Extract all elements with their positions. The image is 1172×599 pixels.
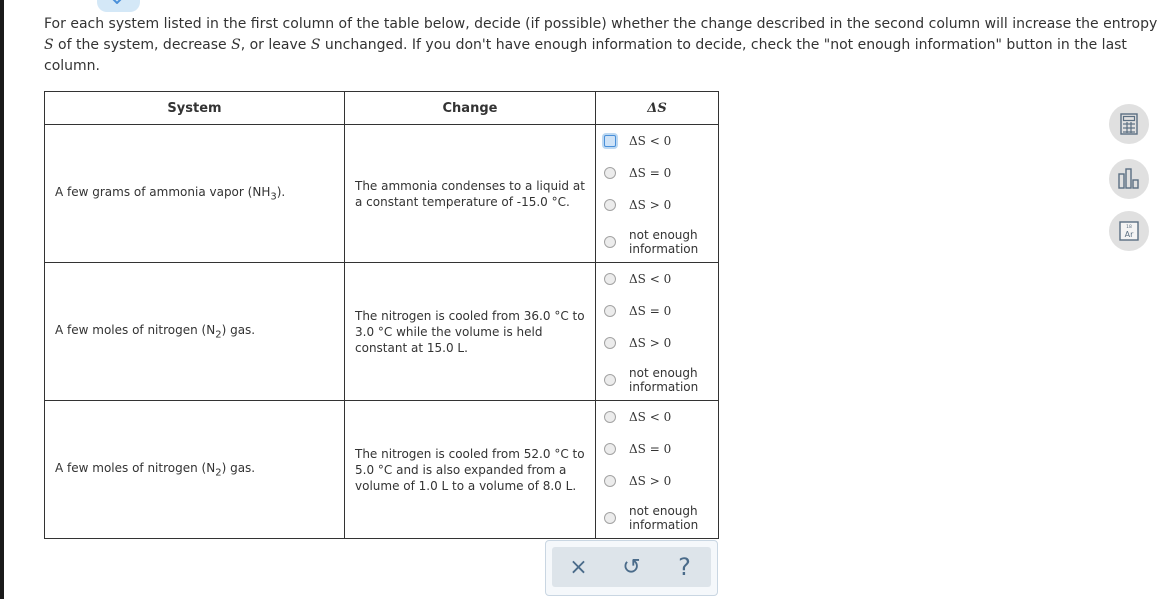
formula-text: ) gas. (221, 322, 256, 337)
radio-button[interactable] (604, 305, 616, 317)
header-change: Change (345, 92, 596, 125)
radio-button[interactable] (604, 135, 616, 147)
option-label: ΔS = 0 (629, 304, 672, 318)
radio-button[interactable] (604, 273, 616, 285)
radio-button[interactable] (604, 199, 616, 211)
option-decrease[interactable] (596, 263, 718, 295)
radio-button[interactable] (604, 374, 616, 386)
change-cell: The nitrogen is cooled from 36.0 °C to 3.0 °C while the volume is held constant at 15.0 L. (345, 263, 596, 401)
instructions-text: , or leave (240, 37, 311, 53)
action-bar (545, 540, 718, 596)
option-not-enough-info[interactable] (596, 497, 718, 538)
action-buttons (552, 547, 711, 587)
option-label-line: information (629, 241, 699, 256)
option-label: ΔS < 0 (629, 134, 672, 148)
header-delta-s-text: ΔS (647, 100, 667, 116)
instructions-text: unchanged. If you don't have enough information to decide, check the "not enough information" button in the last column. (44, 37, 1127, 74)
bar-chart-icon (1117, 168, 1141, 190)
option-label-line: not enough (629, 227, 698, 242)
periodic-symbol: Ar (1124, 230, 1134, 239)
option-label (629, 366, 698, 394)
undo-button[interactable] (617, 552, 647, 582)
option-decrease[interactable] (596, 125, 718, 157)
system-cell (45, 263, 345, 401)
option-label: ΔS > 0 (629, 474, 672, 488)
radio-button[interactable] (604, 236, 616, 248)
undo-icon: ↺ (622, 554, 641, 580)
option-label: ΔS = 0 (629, 166, 672, 180)
option-label: ΔS > 0 (629, 198, 672, 212)
option-label: ΔS > 0 (629, 336, 672, 350)
instructions-text: For each system listed in the first column of the table below, decide (if possible) whether the change described in the second column will increase the entropy (44, 16, 1158, 32)
formula-text: (NH (247, 184, 271, 199)
radio-button[interactable] (604, 167, 616, 179)
formula-subscript: 2 (215, 329, 222, 341)
option-increase[interactable] (596, 465, 718, 497)
option-increase[interactable] (596, 327, 718, 359)
options-cell (596, 401, 719, 539)
calculator-button[interactable] (1109, 104, 1149, 144)
option-not-enough-info[interactable] (596, 359, 718, 400)
option-increase[interactable] (596, 189, 718, 221)
option-label-line: not enough (629, 365, 698, 380)
help-button[interactable] (670, 552, 700, 582)
entropy-symbol: S (310, 37, 321, 53)
collapse-tab[interactable] (97, 0, 140, 12)
help-icon: ? (678, 553, 691, 581)
system-text: A few grams of ammonia vapor (55, 184, 248, 199)
calculator-icon (1120, 113, 1138, 135)
table-row (45, 125, 719, 263)
formula-text: (N (201, 460, 216, 475)
table-header-row (45, 92, 719, 125)
chart-button[interactable] (1109, 159, 1149, 199)
instructions-text: of the system, decrease (53, 37, 232, 53)
chevron-down-icon (112, 0, 122, 4)
radio-button[interactable] (604, 337, 616, 349)
option-label-line: information (629, 517, 699, 532)
table-row (45, 401, 719, 539)
clear-button[interactable] (564, 552, 594, 582)
formula-text: ). (276, 184, 286, 199)
entropy-table (44, 91, 719, 539)
options-cell (596, 125, 719, 263)
radio-button[interactable] (604, 512, 616, 524)
formula-subscript: 3 (270, 191, 277, 203)
radio-button[interactable] (604, 443, 616, 455)
table-row (45, 263, 719, 401)
change-cell: The nitrogen is cooled from 52.0 °C to 5.0 °C and is also expanded from a volume of 1.0 L to a volume of 8.0 L. (345, 401, 596, 539)
option-label: ΔS = 0 (629, 442, 672, 456)
option-label: ΔS < 0 (629, 410, 672, 424)
window-left-edge (0, 0, 4, 599)
option-unchanged[interactable] (596, 157, 718, 189)
change-cell: The ammonia condenses to a liquid at a constant temperature of -15.0 °C. (345, 125, 596, 263)
radio-button[interactable] (604, 411, 616, 423)
radio-button[interactable] (604, 475, 616, 487)
periodic-number: 18 (1126, 225, 1132, 230)
periodic-table-button[interactable] (1109, 211, 1149, 251)
formula-text: ) gas. (221, 460, 256, 475)
periodic-table-icon (1119, 221, 1139, 241)
header-system: System (45, 92, 345, 125)
close-icon: × (569, 554, 588, 580)
system-cell (45, 401, 345, 539)
header-delta-s (596, 92, 719, 125)
option-label (629, 228, 698, 256)
option-unchanged[interactable] (596, 433, 718, 465)
entropy-symbol: S (44, 37, 54, 53)
question-instructions (44, 14, 1166, 77)
system-cell (45, 125, 345, 263)
formula-subscript: 2 (215, 467, 222, 479)
option-unchanged[interactable] (596, 295, 718, 327)
options-cell (596, 263, 719, 401)
option-label-line: information (629, 379, 699, 394)
system-text: A few moles of nitrogen (55, 460, 202, 475)
option-label (629, 504, 698, 532)
system-text: A few moles of nitrogen (55, 322, 202, 337)
option-label-line: not enough (629, 503, 698, 518)
option-decrease[interactable] (596, 401, 718, 433)
formula-text: (N (201, 322, 216, 337)
option-not-enough-info[interactable] (596, 221, 718, 262)
entropy-symbol: S (231, 37, 241, 53)
option-label: ΔS < 0 (629, 272, 672, 286)
